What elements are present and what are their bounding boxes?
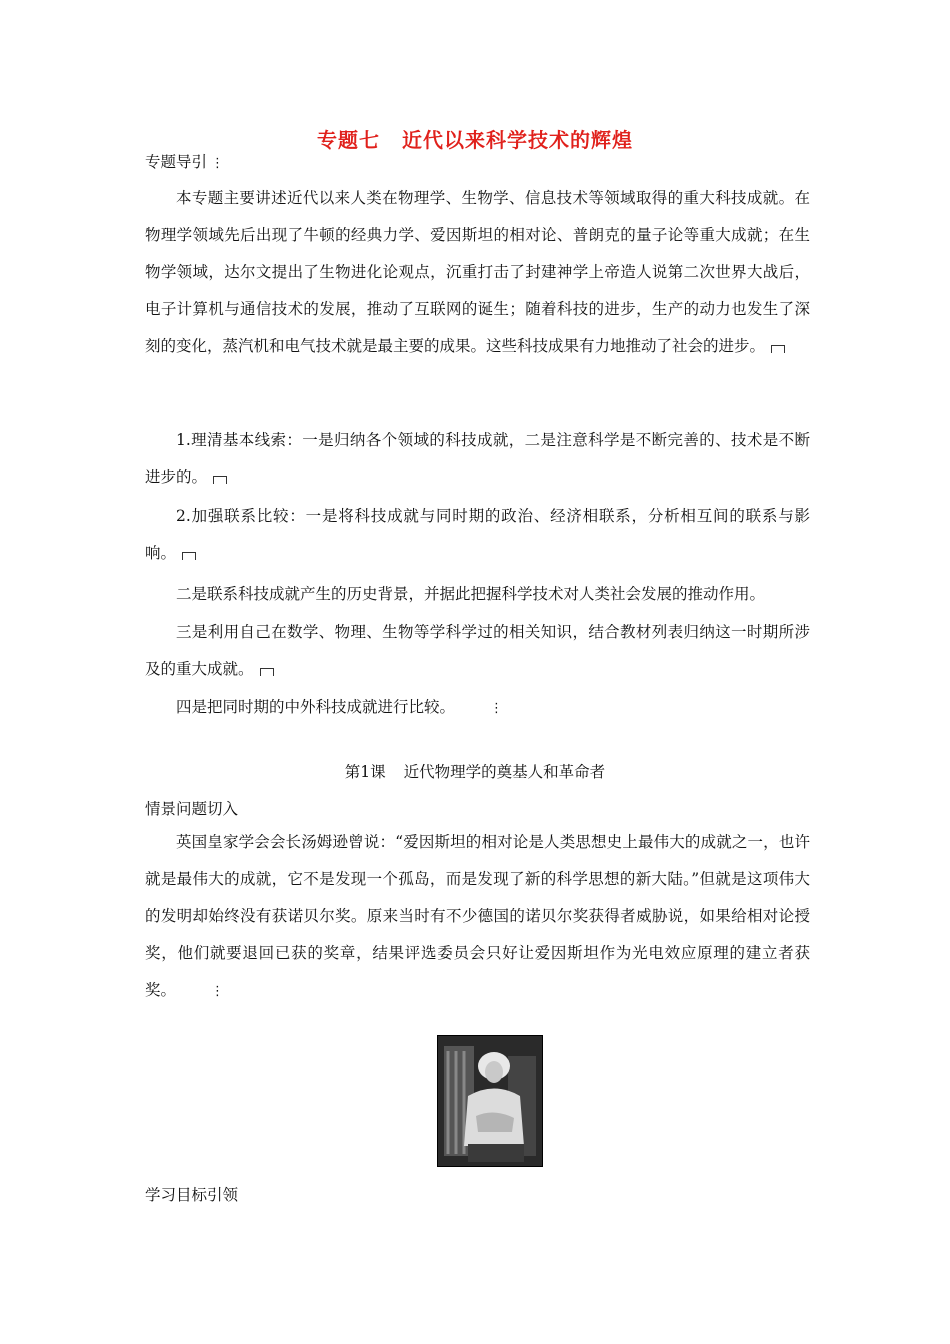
intro-heading: 专题导引 ⋮ (145, 153, 225, 171)
title-topic-name: 近代以来科学技术的辉煌 (402, 128, 633, 152)
intro-item-5: 四是把同时期的中外科技成就进行比较。 ⋮ (145, 689, 810, 727)
lesson-title: 近代物理学的奠基人和革命者 (403, 763, 606, 781)
bracket-mark-icon (771, 345, 785, 353)
intro-item-4: 三是利用自己在数学、物理、生物等学科学过的相关知识，结合教材列表归纳这一时期所涉及的重大成就。 (145, 623, 810, 678)
ellipsis-mark-icon: ⋮ (490, 701, 504, 716)
ellipsis-mark-icon: ⋮ (211, 156, 225, 171)
goals-heading: 学习目标引领 (145, 1186, 239, 1204)
bracket-mark-icon (260, 668, 274, 676)
scenario-heading: 情景问题切入 (145, 800, 239, 818)
lesson-number: 第1课 (344, 763, 386, 781)
intro-item-1: 1.理清基本线索：一是归纳各个领域的科技成就，二是注意科学是不断完善的、技术是不断进步的。 (145, 431, 810, 486)
bracket-mark-icon (182, 552, 196, 560)
portrait-illustration (438, 1036, 542, 1166)
page-title (0, 124, 950, 153)
title-topic-number: 专题七 (317, 128, 380, 152)
scenario-paragraph: 英国皇家学会会长汤姆逊曾说：“爱因斯坦的相对论是人类思想史上最伟大的成就之一，也许就是最伟大的成就，它不是发现一个孤岛，而是发现了新的科学思想的新大陆。”但就是这项伟大的发明却始终没有获诺贝尔奖。原来当时有不少德国的诺贝尔奖获得者威胁说，如果给相对论授奖，他们就要退回已获的奖章，结果评选委员会只好让爱因斯坦作为光电效应原理的建立者获奖。 ⋮ (145, 824, 810, 1010)
intro-item-2: 2.加强联系比较：一是将科技成就与同时期的政治、经济相联系，分析相互间的联系与影响。 (145, 507, 810, 562)
bracket-mark-icon (213, 476, 227, 484)
intro-paragraph: 本专题主要讲述近代以来人类在物理学、生物学、信息技术等领域取得的重大科技成就。在物理学领域先后出现了牛顿的经典力学、爱因斯坦的相对论、普朗克的量子论等重大成就；在生物学领域，达尔文提出了生物进化论观点，沉重打击了封建神学上帝造人说第二次世界大战后，电子计算机与通信技术的发展，推动了互联网的诞生；随着科技的进步，生产的动力也发生了深刻的变化，蒸汽机和电气技术就是最主要的成果。这些科技成果有力地推动了社会的进步。 (145, 189, 810, 355)
intro-item-3: 二是联系科技成就产生的历史背景，并据此把握科学技术对人类社会发展的推动作用。 (176, 585, 766, 603)
portrait-photo (437, 1035, 543, 1167)
lesson-heading (0, 760, 950, 782)
ellipsis-mark-icon: ⋮ (211, 984, 225, 999)
